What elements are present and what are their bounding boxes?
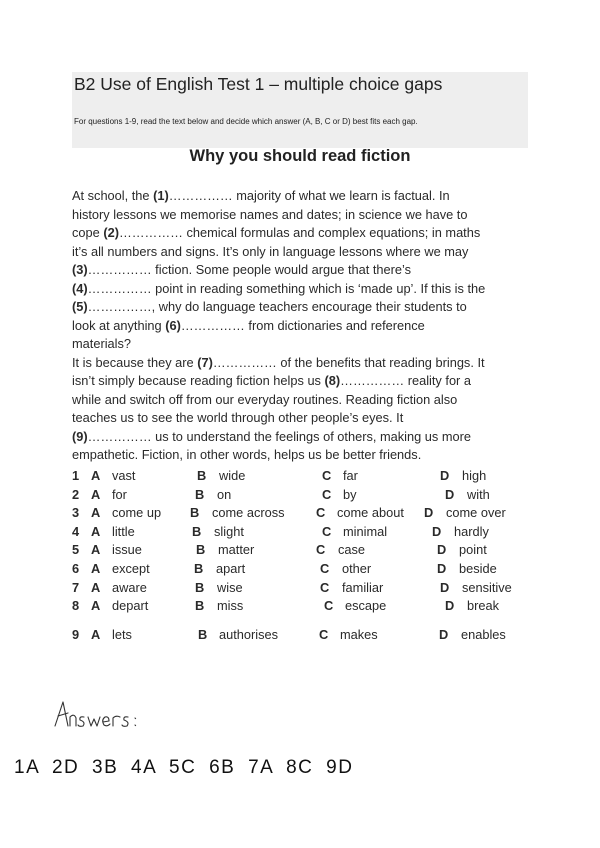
instructions: For questions 1-9, read the text below and decide which answer (A, B, C or D) best fits each gap. [74, 117, 418, 126]
option-letter-a: A [91, 523, 101, 539]
gap-number: (5) [72, 299, 88, 314]
passage-text: It is because they are [72, 354, 198, 370]
option-word-b: matter [218, 542, 255, 558]
option-letter-c: C [320, 579, 330, 595]
option-letter-d: D [437, 542, 447, 558]
question-number: 3 [72, 505, 80, 521]
answer-options-list [72, 468, 532, 645]
passage-line [72, 298, 537, 317]
passage-text: isn’t simply because reading fiction helps us [72, 373, 325, 388]
option-letter-d: D [437, 560, 447, 576]
option-word-b: on [217, 486, 232, 502]
option-letter-d: D [424, 505, 434, 521]
option-letter-b: B [198, 626, 208, 642]
passage-line [72, 335, 537, 354]
question-options-row [72, 505, 532, 524]
passage-text: cope [72, 225, 104, 240]
passage-text: …………… reality for a [340, 373, 471, 388]
answer-key: 1A 2D 3B 4A 5C 6B 7A 8C 9D [14, 757, 354, 778]
option-letter-b: B [196, 542, 206, 558]
option-word-c: far [343, 468, 358, 483]
option-letter-a: A [91, 505, 101, 521]
passage-line [72, 446, 537, 465]
option-letter-d: D [440, 579, 450, 595]
question-number: 5 [72, 542, 80, 558]
passage-text: ……………, why do language teachers encourage their students to [87, 299, 467, 314]
option-word-d: high [462, 468, 487, 483]
passage-line [72, 243, 537, 262]
passage-text: …………… fiction. Some people would argue that there’s [87, 262, 412, 277]
passage-line [72, 187, 537, 206]
option-word-d: sensitive [462, 579, 512, 595]
option-word-c: makes [340, 626, 378, 642]
option-letter-b: B [195, 486, 205, 502]
option-word-b: wide [219, 468, 246, 483]
option-letter-c: C [322, 468, 332, 483]
option-letter-c: C [322, 523, 332, 539]
question-options-row [72, 561, 532, 580]
passage-line [72, 206, 537, 225]
gap-number: (8) [324, 373, 341, 388]
question-number: 1 [72, 468, 80, 483]
passage-text: …………… of the benefits that reading brings. It [212, 354, 485, 370]
passage-line [72, 280, 537, 299]
passage-line [72, 409, 537, 428]
option-letter-c: C [320, 560, 330, 576]
option-word-c: other [342, 560, 372, 576]
gap-number: (9) [72, 428, 88, 444]
passage-line [72, 354, 537, 373]
question-options-row [72, 598, 532, 617]
option-word-b: miss [217, 598, 244, 614]
option-letter-d: D [445, 486, 455, 502]
option-letter-b: B [194, 560, 204, 576]
gap-number: (2) [103, 225, 119, 240]
option-letter-a: A [91, 598, 101, 614]
passage-text: …………… majority of what we learn is factual. In [168, 188, 450, 203]
option-letter-d: D [439, 626, 449, 642]
option-letter-c: C [322, 486, 332, 502]
option-word-a: vast [112, 468, 136, 483]
question-number: 4 [72, 523, 80, 539]
passage-text: teaches us to see the world through other people’s eyes. It [72, 410, 404, 425]
option-word-c: minimal [343, 523, 388, 539]
option-word-a: depart [112, 598, 149, 614]
gap-number: (3) [72, 262, 88, 277]
question-number: 7 [72, 579, 80, 595]
option-word-b: wise [217, 579, 243, 595]
option-letter-d: D [445, 598, 455, 614]
option-letter-c: C [319, 626, 329, 642]
question-options-row [72, 487, 532, 506]
option-word-c: familiar [342, 579, 384, 595]
option-word-d: come over [446, 505, 506, 521]
passage-line [72, 224, 537, 243]
passage-text: At school, the [72, 188, 154, 203]
gap-number: (6) [165, 317, 181, 333]
option-letter-a: A [91, 626, 101, 642]
option-letter-c: C [316, 542, 326, 558]
passage-text: empathetic. Fiction, in other words, helps us be better friends. [72, 447, 422, 462]
option-letter-b: B [190, 505, 200, 521]
option-letter-a: A [91, 468, 101, 483]
option-word-c: escape [345, 598, 387, 614]
question-options-row [72, 468, 532, 487]
test-title: B2 Use of English Test 1 – multiple choice gaps [74, 74, 443, 94]
passage-text: while and switch off from our everyday routines. Reading fiction also [72, 391, 458, 407]
option-letter-d: D [432, 523, 442, 539]
option-word-a: come up [112, 505, 162, 521]
option-word-a: aware [112, 579, 147, 595]
option-word-b: slight [214, 523, 244, 539]
passage-line [72, 391, 537, 410]
option-letter-c: C [316, 505, 326, 521]
passage-line [72, 261, 537, 280]
reading-text-title: Why you should read fiction [189, 147, 411, 165]
question-number: 2 [72, 486, 80, 502]
option-letter-a: A [91, 579, 101, 595]
option-word-d: point [459, 542, 487, 558]
passage-text: …………… chemical formulas and complex equations; in maths [118, 225, 481, 240]
passage-text: …………… us to understand the feelings of others, making us more [87, 428, 472, 444]
reading-passage [72, 187, 537, 465]
option-letter-a: A [91, 486, 101, 502]
question-number: 6 [72, 560, 80, 576]
option-word-c: case [338, 542, 366, 558]
option-word-d: enables [461, 626, 506, 642]
passage-text: look at anything [72, 317, 166, 333]
option-word-a: issue [112, 542, 142, 558]
handwritten-answers-drawing [52, 696, 172, 736]
passage-text: it’s all numbers and signs. It’s only in language lessons where we may [72, 243, 469, 259]
option-word-b: apart [216, 560, 246, 576]
option-letter-c: C [324, 598, 334, 614]
passage-text: materials? [72, 336, 132, 351]
option-word-b: authorises [219, 626, 279, 642]
option-word-a: for [112, 486, 127, 502]
question-number: 8 [72, 598, 80, 614]
option-word-d: with [467, 486, 490, 502]
option-letter-b: B [195, 579, 205, 595]
option-letter-a: A [91, 542, 101, 558]
option-word-c: by [343, 486, 357, 502]
passage-line [72, 317, 537, 336]
option-word-a: little [112, 523, 135, 539]
gap-number: (1) [153, 188, 169, 203]
gap-number: (7) [197, 354, 213, 370]
question-options-row [72, 542, 532, 561]
passage-text: …………… point in reading something which is ‘made up’. If this is the [87, 280, 486, 296]
header-box [72, 72, 528, 148]
option-word-a: except [112, 560, 150, 576]
question-number: 9 [72, 626, 80, 642]
passage-text: history lessons we memorise names and dates; in science we have to [72, 206, 468, 222]
option-word-d: beside [459, 560, 497, 576]
question-options-row [72, 580, 532, 599]
option-letter-d: D [440, 468, 450, 483]
option-letter-b: B [197, 468, 207, 483]
question-options-row [72, 524, 532, 543]
question-options-row [72, 627, 532, 646]
gap-number: (4) [72, 280, 88, 296]
option-word-c: come about [337, 505, 404, 521]
passage-line [72, 372, 537, 391]
option-word-a: lets [112, 626, 132, 642]
passage-text: …………… from dictionaries and reference [180, 317, 425, 333]
passage-line [72, 428, 537, 447]
answers-handwritten-label [52, 696, 172, 741]
option-letter-b: B [195, 598, 205, 614]
option-word-b: come across [212, 505, 285, 521]
option-letter-b: B [192, 523, 202, 539]
option-word-d: hardly [454, 523, 489, 539]
option-word-d: break [467, 598, 500, 614]
option-letter-a: A [91, 560, 101, 576]
